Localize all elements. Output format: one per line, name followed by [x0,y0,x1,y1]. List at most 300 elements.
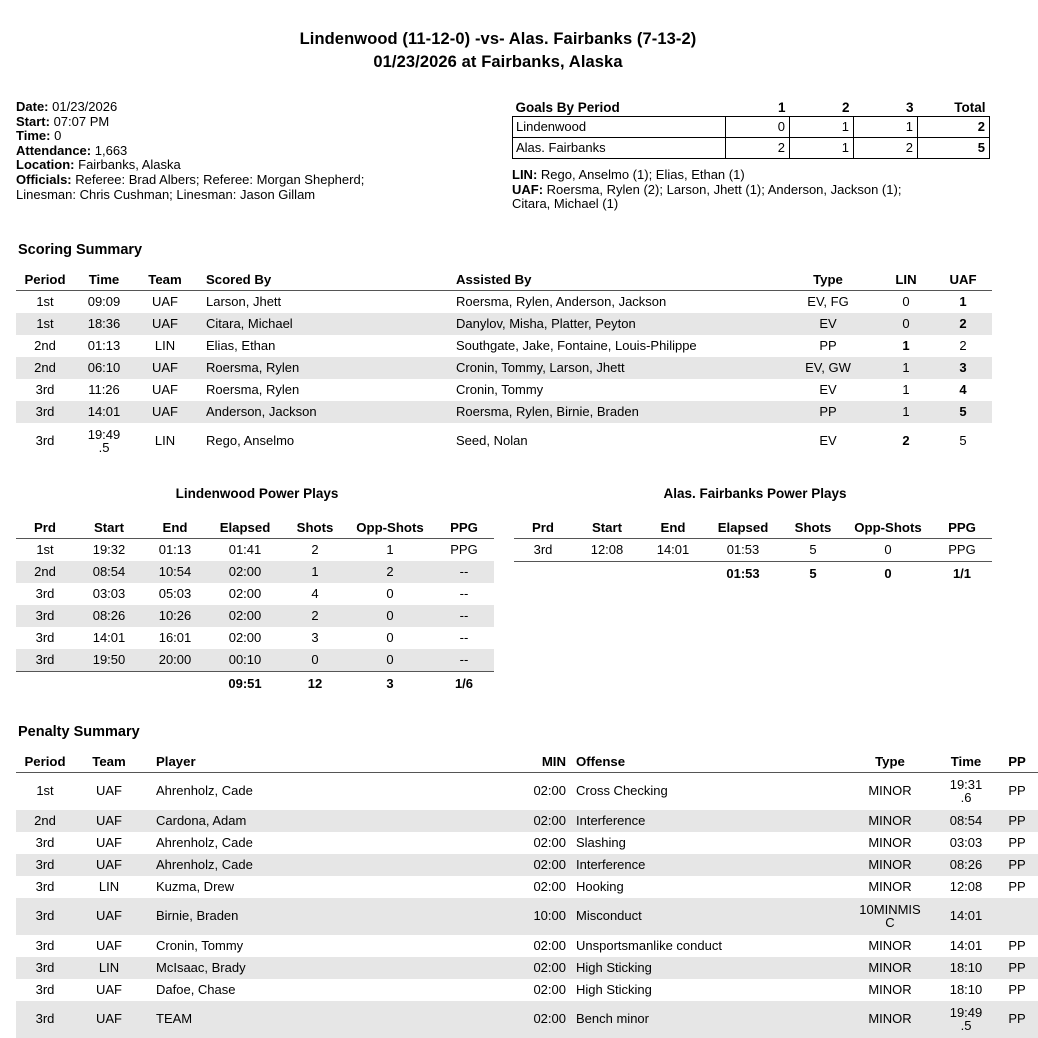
goal-scorers-lin [512,168,990,183]
pp-start: 08:26 [74,605,144,627]
scoring-assisted-by: Seed, Nolan [456,433,528,449]
col-header-opp-shots: Opp-Shots [844,518,932,539]
scoring-type: PP [778,401,878,423]
game-info-row [16,99,986,212]
penalty-type: MINOR [868,981,912,997]
penalty-player: Cardona, Adam [144,810,494,832]
gbp-cell-p2: 1 [790,117,854,138]
scoring-time: 01:13 [87,337,121,353]
scoring-type: EV [819,433,837,449]
table-row [16,605,494,627]
table-row [16,538,494,561]
scoring-time: 18:36 [74,313,134,335]
pp-elapsed: 01:41 [228,541,262,557]
penalty-period: 2nd [16,810,74,832]
lindenwood-power-plays-heading: Lindenwood Power Plays [175,485,339,501]
col-header-elapsed: Elapsed [704,518,782,539]
totals-row [514,561,992,584]
scoring-scored-by: Larson, Jhett [206,293,282,309]
table-row [16,357,992,379]
penalty-team: UAF [96,834,122,850]
pp-prd: 3rd [514,538,572,561]
info-officials-value: Referee: Brad Albers; Referee: Morgan Shepherd; [75,171,365,187]
penalty-time: 03:03 [949,834,983,850]
col-header-assisted-by: Assisted By [446,270,778,291]
scoring-team: UAF [152,381,178,397]
pp-prd: 3rd [16,649,74,672]
goal-scorers-uaf-cont: Citara, Michael (1) [512,196,619,212]
pp-total-shots: 5 [782,561,844,584]
pp-ppg: -- [434,561,494,583]
table-row [16,583,494,605]
table-row [513,138,990,159]
pp-total-elapsed: 01:53 [704,561,782,584]
penalty-player: TEAM [144,1001,494,1038]
table-row [16,379,992,401]
pp-prd: 3rd [35,585,55,601]
penalty-min: 02:00 [494,957,566,979]
pp-total-prd [16,671,74,694]
penalty-pp: PP [996,854,1038,876]
penalty-player: Ahrenholz, Cade [156,834,253,850]
pp-end: 05:03 [158,585,192,601]
penalty-pp [996,898,1038,935]
scoring-assisted-by: Danylov, Misha, Platter, Peyton [446,313,778,335]
info-location [16,158,508,173]
penalty-time: 08:26 [936,854,996,876]
penalty-player: McIsaac, Brady [144,957,494,979]
scoring-period: 1st [16,313,74,335]
penalty-player: Ahrenholz, Cade [156,783,253,799]
col-header-time: Time [936,752,996,773]
penalty-time: 12:08 [949,878,983,894]
penalty-team: UAF [74,854,144,876]
pp-elapsed: 01:53 [704,538,782,561]
table-row [513,117,990,138]
info-officials-value-cont: Linesman: Chris Cushman; Linesman: Jason Gillam [16,186,316,202]
gbp-team-name: Lindenwood [513,117,726,138]
totals-row [16,671,494,694]
pp-total-opp-shots: 3 [346,671,434,694]
info-officials-label: Officials: [16,171,72,187]
goal-scorers-lin-text: Rego, Anselmo (1); Elias, Ethan (1) [540,167,745,182]
penalty-period: 3rd [16,854,74,876]
penalty-period: 3rd [16,898,74,935]
gbp-cell-p3: 2 [854,138,918,159]
scoring-type: EV, GW [778,357,878,379]
pp-ppg: -- [434,649,494,672]
penalty-min: 02:00 [494,810,566,832]
scoring-type: EV [778,313,878,335]
scoring-time: 06:10 [74,357,134,379]
info-time [16,129,508,144]
scoring-assisted-by: Roersma, Rylen, Birnie, Braden [446,401,778,423]
fairbanks-power-plays-table [514,518,992,584]
penalty-player: Kuzma, Drew [156,878,235,894]
penalty-time: 14:01 [949,937,983,953]
goals-by-period-table [512,100,990,159]
col-header-type: Type [844,752,936,773]
penalty-min: 02:00 [494,1001,566,1038]
pp-total-start [572,561,642,584]
penalty-team: UAF [74,810,144,832]
pp-shots: 2 [311,541,319,557]
table-header-row [513,100,990,117]
info-start-label: Start: [16,113,50,129]
penalty-summary-title: Penalty Summary [18,723,140,740]
pp-end: 14:01 [642,538,704,561]
pp-total-shots: 12 [284,671,346,694]
scoring-uaf-score: 5 [934,401,992,423]
col-header-uaf: UAF [934,270,992,291]
pp-total-end [642,561,704,584]
col-header-type: Type [778,270,878,291]
penalty-offense: Hooking [576,878,624,894]
penalty-min: 02:00 [494,854,566,876]
power-plays-row [16,486,980,694]
info-start-value: 07:07 PM [53,113,110,129]
gbp-cell-p2: 1 [790,138,854,159]
penalty-pp: PP [1008,937,1026,953]
penalty-team: UAF [96,783,122,799]
penalty-period: 1st [36,783,54,799]
col-header-prd: Prd [514,518,572,539]
scoring-scored-by: Anderson, Jackson [196,401,446,423]
scoring-lin-score: 1 [878,401,934,423]
pp-elapsed: 02:00 [228,629,262,645]
pp-elapsed: 02:00 [206,561,284,583]
pp-start: 14:01 [92,629,126,645]
info-time-label: Time: [16,128,51,144]
lindenwood-power-plays-table [16,518,494,694]
pp-start: 19:50 [74,649,144,672]
penalty-time: 18:10 [949,981,983,997]
penalty-period: 3rd [35,937,55,953]
pp-elapsed: 02:00 [228,585,262,601]
pp-total-opp-shots: 0 [844,561,932,584]
scoring-period: 3rd [35,433,55,449]
scoring-uaf-score: 4 [959,381,967,397]
penalty-min: 10:00 [494,898,566,935]
info-location-label: Location: [16,157,75,173]
pp-shots: 4 [311,585,319,601]
scoring-summary-title: Scoring Summary [18,241,143,258]
table-row [16,649,494,672]
pp-shots: 1 [284,561,346,583]
col-header-period: Period [16,752,74,773]
penalty-player: Ahrenholz, Cade [144,854,494,876]
penalty-pp: PP [1008,981,1026,997]
scoring-uaf-score: 2 [959,337,967,353]
table-row [16,335,992,357]
penalty-type: MINOR [844,854,936,876]
scoring-period: 3rd [35,381,55,397]
scoring-lin-score: 1 [902,337,910,353]
goals-by-period-block [508,100,990,212]
scoring-type: EV [819,381,837,397]
scoring-uaf-score: 3 [934,357,992,379]
info-date [16,100,508,115]
info-attendance-label: Attendance: [16,142,92,158]
penalty-time: 19:31 .6 [949,776,983,805]
pp-start: 08:54 [74,561,144,583]
penalty-period: 3rd [16,957,74,979]
game-info-block [16,100,508,202]
scoring-uaf-score: 1 [959,293,967,309]
table-row [16,876,1038,898]
penalty-player: Cronin, Tommy [156,937,244,953]
gbp-header-p1: 1 [777,100,786,115]
table-row [16,935,1038,957]
penalty-team: LIN [74,957,144,979]
scoring-team: UAF [134,357,196,379]
pp-prd: 2nd [16,561,74,583]
pp-opp-shots: 0 [346,605,434,627]
scoring-team: UAF [134,313,196,335]
penalty-min: 02:00 [533,937,566,953]
goal-scorers-block [512,168,990,212]
gbp-team-name: Alas. Fairbanks [513,138,726,159]
scoring-lin-score: 0 [878,313,934,335]
pp-start: 12:08 [572,538,642,561]
scoring-team: LIN [154,337,176,353]
pp-shots: 0 [284,649,346,672]
penalty-type: MINOR [868,783,912,799]
penalty-offense: High Sticking [566,957,844,979]
scoring-time: 09:09 [87,293,121,309]
gbp-header-total: Total [954,100,986,115]
penalty-offense: Bench minor [566,1001,844,1038]
penalty-offense: Interference [566,854,844,876]
table-row [16,561,494,583]
col-header-lin: LIN [878,270,934,291]
scoring-period: 3rd [16,401,74,423]
pp-end: 16:01 [158,629,192,645]
table-header-row [514,518,992,539]
pp-total-ppg: 1/1 [932,561,992,584]
pp-total-elapsed: 09:51 [206,671,284,694]
table-row [16,810,1038,832]
scoring-period: 2nd [34,337,56,353]
scoring-team: UAF [152,293,178,309]
penalty-team: UAF [74,1001,144,1038]
scoring-type: PP [819,337,837,353]
penalty-type: MINOR [868,937,912,953]
pp-total-ppg: 1/6 [434,671,494,694]
info-date-value: 01/23/2026 [52,99,118,114]
pp-opp-shots: 0 [346,649,434,672]
table-row [16,832,1038,854]
pp-start: 19:32 [92,541,126,557]
col-header-start: Start [74,518,144,539]
penalty-offense: Slashing [576,834,626,850]
pp-shots: 3 [311,629,319,645]
pp-end: 10:54 [144,561,206,583]
col-header-opp-shots: Opp-Shots [346,518,434,539]
scoring-team: UAF [134,401,196,423]
col-header-period: Period [16,270,74,291]
game-date-venue: 01/23/2026 at Fairbanks, Alaska [373,53,623,71]
table-row [16,898,1038,935]
scoring-uaf-score: 2 [934,313,992,335]
gbp-cell-p1: 0 [726,117,790,138]
gbp-header-p3: 3 [905,100,914,115]
table-row [16,957,1038,979]
lindenwood-power-plays-block [16,486,498,694]
info-attendance [16,144,508,159]
scoring-team: LIN [154,433,176,449]
scoring-time: 11:26 [88,381,120,397]
table-row [16,854,1038,876]
penalty-period: 3rd [35,981,55,997]
scoring-lin-score: 0 [902,293,910,309]
penalty-pp: PP [996,810,1038,832]
scoring-scored-by: Rego, Anselmo [206,433,295,449]
pp-ppg: PPG [932,538,992,561]
penalty-pp: PP [1008,878,1026,894]
table-row [16,627,494,649]
penalty-pp: PP [996,957,1038,979]
fairbanks-power-plays-heading: Alas. Fairbanks Power Plays [663,485,847,501]
col-header-scored-by: Scored By [196,270,446,291]
pp-total-end [144,671,206,694]
penalty-min: 02:00 [533,834,566,850]
penalty-team: UAF [96,937,122,953]
goal-scorers-uaf-label: UAF: [512,181,544,197]
info-location-value: Fairbanks, Alaska [78,157,181,173]
penalty-offense: Cross Checking [576,783,668,799]
penalty-min: 02:00 [533,878,566,894]
info-date-label: Date: [16,99,49,114]
penalty-type: MINOR [868,834,912,850]
penalty-team: UAF [96,981,122,997]
scoring-scored-by: Citara, Michael [196,313,446,335]
penalty-pp: PP [996,1001,1038,1038]
col-header-time: Time [74,270,134,291]
scoring-scored-by: Roersma, Rylen [196,357,446,379]
penalty-offense: Interference [566,810,844,832]
fairbanks-power-plays-block [498,486,996,694]
penalty-type: MINOR [844,957,936,979]
pp-opp-shots: 0 [844,538,932,561]
pp-elapsed: 00:10 [206,649,284,672]
col-header-player: Player [144,752,494,773]
gbp-cell-total: 5 [918,138,990,159]
col-header-pp: PP [996,752,1038,773]
scoring-summary-table [16,270,992,460]
penalty-offense: Unsportsmanlike conduct [576,937,722,953]
penalty-pp: PP [1008,834,1026,850]
penalty-period: 3rd [16,1001,74,1038]
table-header-row [16,752,1038,773]
col-header-min: MIN [494,752,566,773]
penalty-time: 18:10 [936,957,996,979]
info-time-value: 0 [54,128,62,144]
col-header-shots: Shots [284,518,346,539]
pp-end: 20:00 [144,649,206,672]
scoring-assisted-by: Roersma, Rylen, Anderson, Jackson [456,293,667,309]
penalty-type: 10MINMIS C [844,898,936,935]
scoring-type: EV, FG [807,293,849,309]
gbp-header-p2: 2 [841,100,850,115]
table-row [16,290,992,313]
penalty-min: 02:00 [533,783,566,799]
pp-total-start [74,671,144,694]
col-header-team: Team [74,752,144,773]
col-header-team: Team [134,270,196,291]
table-row [16,423,992,460]
col-header-ppg: PPG [932,518,992,539]
penalty-min: 02:00 [533,981,566,997]
pp-shots: 2 [284,605,346,627]
penalty-period: 3rd [35,878,55,894]
pp-opp-shots: 1 [386,541,394,557]
col-header-start: Start [572,518,642,539]
gbp-cell-p3: 1 [854,117,918,138]
scoring-assisted-by: Southgate, Jake, Fontaine, Louis-Philippe [456,337,697,353]
scoring-lin-score: 1 [902,381,910,397]
scoring-lin-score: 2 [902,433,910,449]
goal-scorers-uaf-text: Roersma, Rylen (2); Larson, Jhett (1); Anderson, Jackson (1); [546,181,902,197]
table-row [16,313,992,335]
table-row [16,1001,1038,1038]
matchup-title: Lindenwood (11-12-0) -vs- Alas. Fairbanks (7-13-2) [299,30,697,48]
pp-end: 01:13 [158,541,192,557]
scoring-period: 1st [36,293,54,309]
pp-prd: 3rd [35,629,55,645]
penalty-type: MINOR [868,878,912,894]
col-header-shots: Shots [782,518,844,539]
scoring-time: 14:01 [74,401,134,423]
table-row [16,772,1038,810]
col-header-end: End [642,518,704,539]
penalty-type: MINOR [844,1001,936,1038]
pp-end: 10:26 [144,605,206,627]
gbp-cell-p1: 2 [726,138,790,159]
pp-shots: 5 [782,538,844,561]
pp-opp-shots: 0 [386,585,394,601]
info-officials [16,173,508,188]
page-title [16,0,980,74]
pp-opp-shots: 2 [346,561,434,583]
col-header-ppg: PPG [434,518,494,539]
gbp-title: Goals By Period [515,100,620,115]
table-row [16,401,992,423]
penalty-time: 14:01 [936,898,996,935]
info-start [16,115,508,130]
penalty-team: LIN [98,878,120,894]
col-header-offense: Offense [566,752,844,773]
pp-total-prd [514,561,572,584]
penalty-offense: High Sticking [576,981,652,997]
pp-prd: 1st [36,541,54,557]
scoring-scored-by: Elias, Ethan [206,337,276,353]
scoring-time: 19:49 .5 [87,426,121,455]
penalty-type: MINOR [844,810,936,832]
pp-prd: 3rd [16,605,74,627]
pp-ppg: -- [459,585,469,601]
penalty-period: 3rd [35,834,55,850]
penalty-summary-table [16,752,1038,1038]
penalty-offense: Misconduct [566,898,844,935]
pp-elapsed: 02:00 [206,605,284,627]
col-header-elapsed: Elapsed [206,518,284,539]
pp-opp-shots: 0 [386,629,394,645]
col-header-end: End [144,518,206,539]
pp-ppg: -- [459,629,469,645]
table-row [514,538,992,561]
penalty-player: Birnie, Braden [144,898,494,935]
